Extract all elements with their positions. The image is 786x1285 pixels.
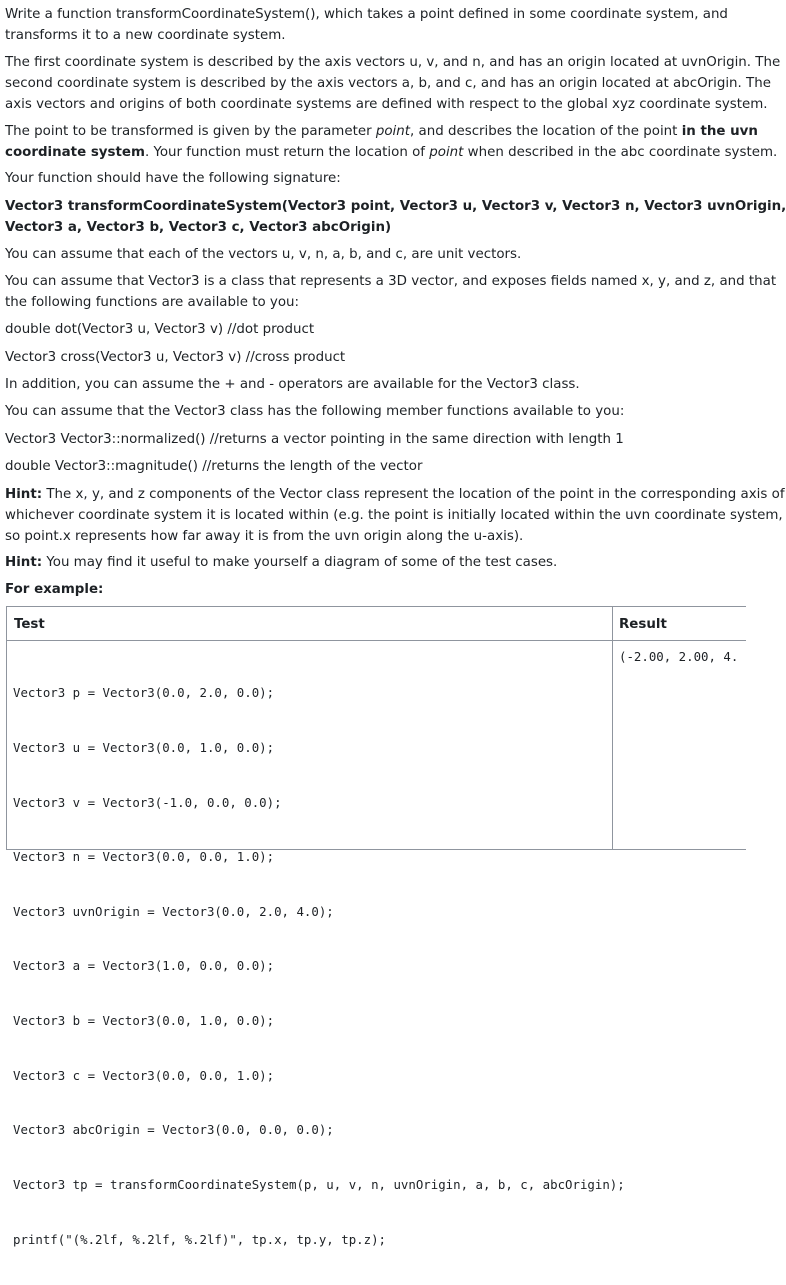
code-line: Vector3 abcOrigin = Vector3(0.0, 0.0, 0.0);: [13, 1122, 334, 1138]
unit-vectors-note: You can assume that each of the vectors u, v, n, a, b, and c, are unit vectors.: [5, 247, 522, 262]
code-line: Vector3 a = Vector3(1.0, 0.0, 0.0);: [13, 958, 275, 974]
vector3-class-note: You can assume that Vector3 is a class that represents a 3D vector, and exposes fields named x, y, and z, and that the following functions are available to you:: [5, 274, 777, 310]
code-line: Vector3 c = Vector3(0.0, 0.0, 1.0);: [13, 1067, 275, 1083]
test-code-cell: [13, 648, 625, 1285]
result-cell: (-2.00, 2.00, 4.: [619, 649, 739, 664]
code-line: printf("(%.2lf, %.2lf, %.2lf)", tp.x, tp.y, tp.z);: [13, 1231, 386, 1247]
signature-intro: Your function should have the following signature:: [5, 171, 341, 186]
header-result: Result: [619, 617, 667, 632]
point-paragraph: The point to be transformed is given by the parameter point, and describes the location of the point in the uvn coordinate system. Your function must return the location of point when described in the abc coordinate system.: [5, 124, 778, 160]
code-line: Vector3 n = Vector3(0.0, 0.0, 1.0);: [13, 849, 275, 865]
header-test: Test: [14, 617, 45, 632]
code-line: Vector3 b = Vector3(0.0, 1.0, 0.0);: [13, 1013, 275, 1029]
cross-function-line: Vector3 cross(Vector3 u, Vector3 v) //cross product: [5, 350, 346, 365]
code-line: Vector3 uvnOrigin = Vector3(0.0, 2.0, 4.0);: [13, 903, 334, 919]
magnitude-function-line: double Vector3::magnitude() //returns the length of the vector: [5, 459, 423, 474]
intro-paragraph: Write a function transformCoordinateSystem(), which takes a point defined in some coordinate system, and transforms it to a new coordinate system.: [5, 7, 728, 43]
hint-diagram: Hint: You may find it useful to make yourself a diagram of some of the test cases.: [5, 555, 558, 570]
coordinate-systems-paragraph: The first coordinate system is described by the axis vectors u, v, and n, and has an origin located at uvnOrigin. The second coordinate system is described by the axis vectors a, b, and c, and has an origin located at abcOrigin. The axis vectors and origins of both coordinate systems are defined with respect to the global xyz coordinate system.: [5, 55, 781, 112]
test-cases-table: [6, 606, 746, 1247]
dot-function-line: double dot(Vector3 u, Vector3 v) //dot product: [5, 322, 315, 337]
hint-components: Hint: The x, y, and z components of the Vector class represent the location of the point in the corresponding axis of whichever coordinate system it is located within (e.g. the point is initially located within the uvn coordinate system, so point.x represents how far away it is from the uvn origin along the u-axis).: [5, 487, 785, 544]
member-functions-note: You can assume that the Vector3 class has the following member functions available to you:: [5, 404, 625, 419]
code-line: Vector3 v = Vector3(-1.0, 0.0, 0.0);: [13, 794, 282, 810]
function-signature: Vector3 transformCoordinateSystem(Vector3 point, Vector3 u, Vector3 v, Vector3 n, Vector3 uvnOrigin, Vector3 a, Vector3 b, Vector3 c, Vector3 abcOrigin): [5, 199, 786, 235]
code-line: Vector3 tp = transformCoordinateSystem(p, u, v, n, uvnOrigin, a, b, c, abcOrigin);: [13, 1176, 625, 1192]
for-example-heading: For example:: [5, 582, 104, 597]
code-line: Vector3 u = Vector3(0.0, 1.0, 0.0);: [13, 740, 275, 756]
operators-note: In addition, you can assume the + and - operators are available for the Vector3 class.: [5, 377, 580, 392]
normalized-function-line: Vector3 Vector3::normalized() //returns a vector pointing in the same direction with length 1: [5, 432, 624, 447]
code-line: Vector3 p = Vector3(0.0, 2.0, 0.0);: [13, 685, 275, 701]
